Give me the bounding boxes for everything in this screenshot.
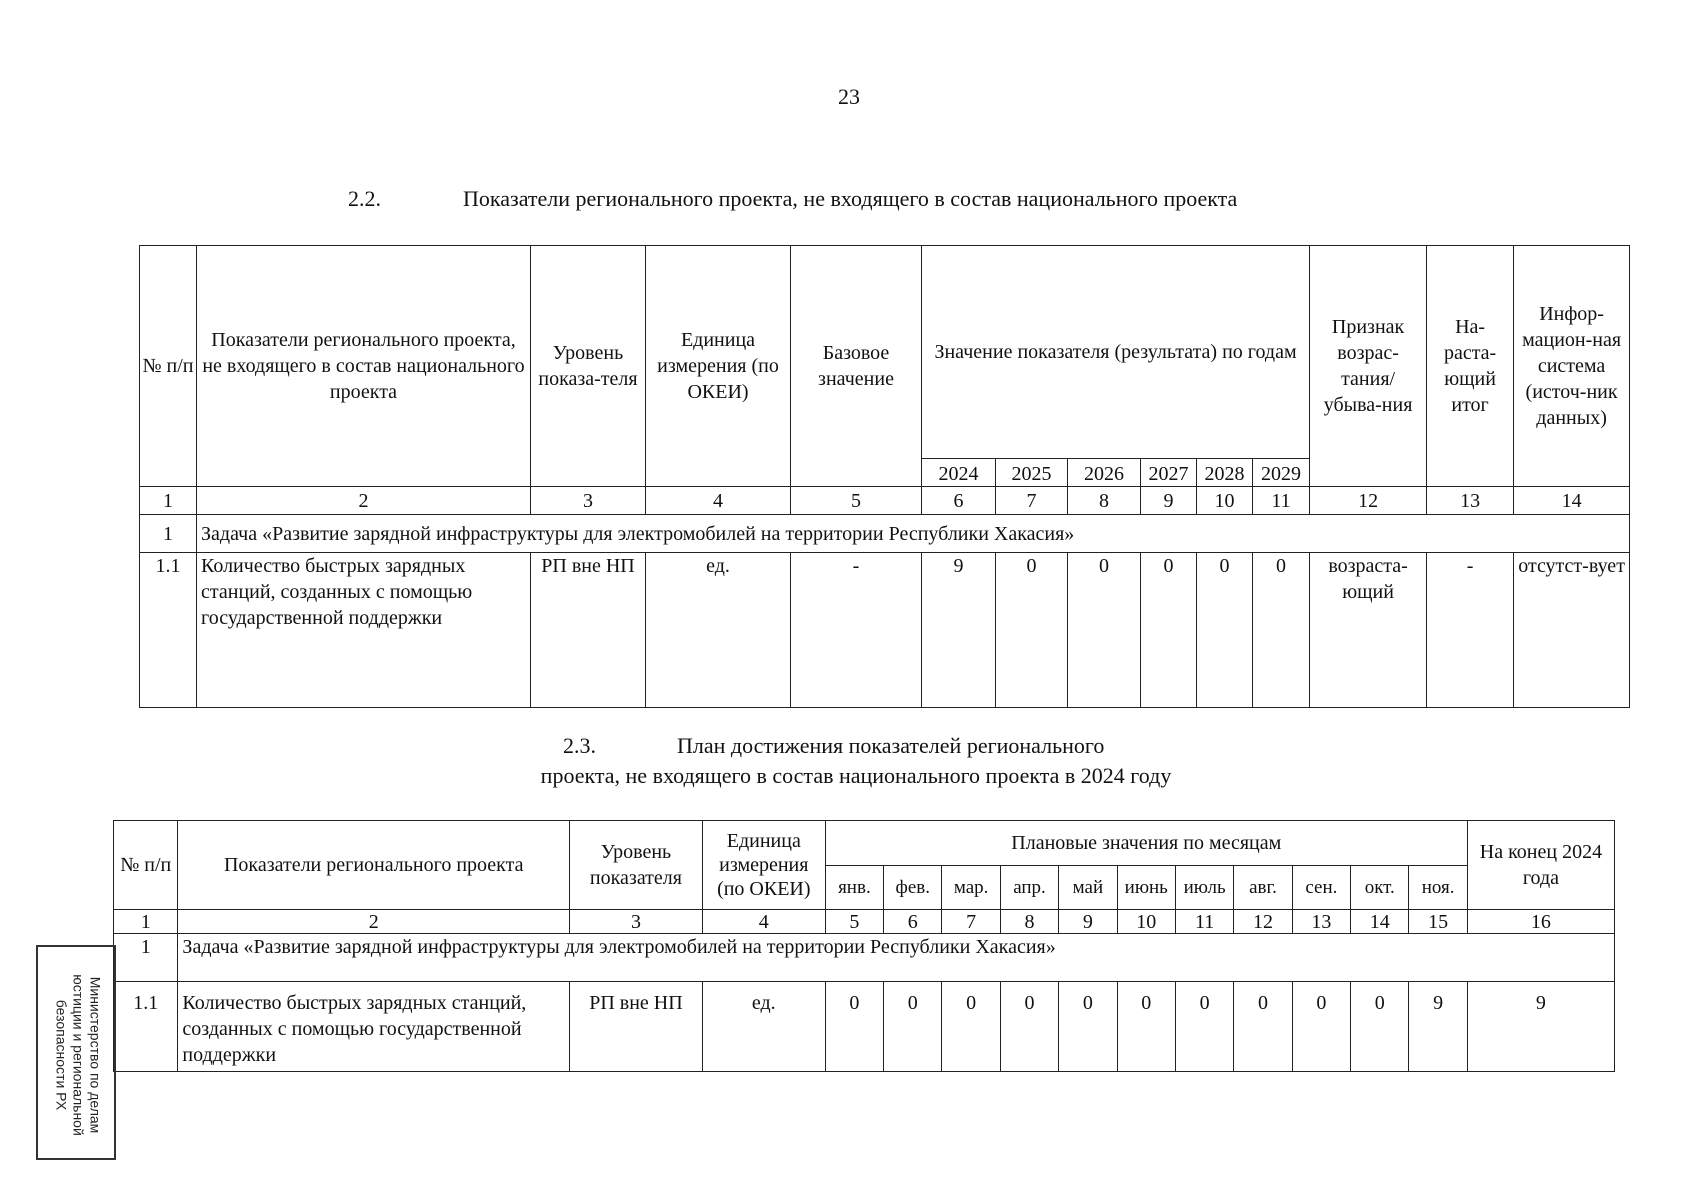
row-cumulative: -	[1427, 553, 1514, 708]
task-num: 1	[114, 934, 178, 982]
row-unit: ед.	[702, 982, 825, 1072]
header-num: № п/п	[140, 246, 197, 487]
month-cell: авг.	[1234, 866, 1292, 910]
row-indicator: Количество быстрых зарядных станций, созданных с помощью государственной поддержки	[197, 553, 531, 708]
section-2-2-number: 2.2.	[348, 186, 381, 211]
column-number: 7	[996, 487, 1068, 515]
year-value: 0	[1141, 553, 1197, 708]
section-2-2-title: Показатели регионального проекта, не входящего в состав национального проекта	[463, 186, 1238, 211]
column-number: 6	[884, 910, 942, 934]
month-value: 0	[1351, 982, 1409, 1072]
section-2-3-title-line2: проекта, не входящего в состав национального проекта в 2024 году	[540, 763, 1172, 788]
row-level: РП вне НП	[531, 553, 646, 708]
year-cell: 2027	[1141, 459, 1197, 487]
month-value: 0	[1234, 982, 1292, 1072]
header-sign: Признак возрас-тания/ убыва-ния	[1310, 246, 1427, 487]
month-value: 0	[1292, 982, 1350, 1072]
year-cell: 2028	[1197, 459, 1253, 487]
column-number: 8	[1000, 910, 1058, 934]
row-year-end: 9	[1467, 982, 1614, 1072]
month-value: 0	[942, 982, 1000, 1072]
header-num: № п/п	[114, 821, 178, 910]
month-cell: окт.	[1351, 866, 1409, 910]
year-cell: 2024	[922, 459, 996, 487]
column-number: 6	[922, 487, 996, 515]
year-value: 0	[1253, 553, 1310, 708]
task-title: Задача «Развитие зарядной инфраструктуры для электромобилей на территории Республики Хакасия»	[197, 515, 1630, 553]
column-number: 4	[702, 910, 825, 934]
column-number: 3	[531, 487, 646, 515]
header-level: Уровень показателя	[570, 821, 703, 910]
stamp-text	[53, 950, 104, 1160]
year-value: 0	[996, 553, 1068, 708]
month-cell: июнь	[1117, 866, 1175, 910]
row-indicator: Количество быстрых зарядных станций, созданных с помощью государственной поддержки	[178, 982, 570, 1072]
registration-stamp	[36, 945, 116, 1160]
stamp-line-1: Министерство по делам	[87, 976, 104, 1134]
column-number: 13	[1427, 487, 1514, 515]
column-number: 5	[825, 910, 883, 934]
row-base: -	[791, 553, 922, 708]
year-cell: 2029	[1253, 459, 1310, 487]
month-value: 9	[1409, 982, 1467, 1072]
year-value: 0	[1068, 553, 1141, 708]
month-value: 0	[1000, 982, 1058, 1072]
month-value: 0	[884, 982, 942, 1072]
year-cell: 2026	[1068, 459, 1141, 487]
month-value: 0	[1175, 982, 1233, 1072]
column-number: 1	[114, 910, 178, 934]
month-cell: фев.	[884, 866, 942, 910]
row-num: 1.1	[114, 982, 178, 1072]
header-unit: Единица измерения (по ОКЕИ)	[646, 246, 791, 487]
year-cell: 2025	[996, 459, 1068, 487]
header-info-system: Инфор-мацион-ная система (источ-ник данных)	[1514, 246, 1630, 487]
month-cell: янв.	[825, 866, 883, 910]
column-number: 5	[791, 487, 922, 515]
header-indicators: Показатели регионального проекта, не входящего в состав национального проекта	[197, 246, 531, 487]
header-monthly: Плановые значения по месяцам	[825, 821, 1467, 866]
month-value: 0	[825, 982, 883, 1072]
column-number: 2	[197, 487, 531, 515]
month-cell: май	[1059, 866, 1117, 910]
column-number: 9	[1141, 487, 1197, 515]
monthly-plan-table	[113, 820, 1615, 1072]
indicators-table	[139, 245, 1630, 708]
header-values-by-year: Значение показателя (результата) по годам	[922, 246, 1310, 459]
column-number: 7	[942, 910, 1000, 934]
month-cell: июль	[1175, 866, 1233, 910]
task-num: 1	[140, 515, 197, 553]
month-cell: апр.	[1000, 866, 1058, 910]
row-level: РП вне НП	[570, 982, 703, 1072]
column-number: 14	[1351, 910, 1409, 934]
column-number: 15	[1409, 910, 1467, 934]
column-number: 2	[178, 910, 570, 934]
row-info-system: отсутст-вует	[1514, 553, 1630, 708]
header-year-end: На конец 2024 года	[1467, 821, 1614, 910]
header-base: Базовое значение	[791, 246, 922, 487]
header-indicators: Показатели регионального проекта	[178, 821, 570, 910]
column-number: 12	[1234, 910, 1292, 934]
stamp-line-2: юстиции и региональной	[70, 974, 87, 1136]
column-number: 1	[140, 487, 197, 515]
column-number: 8	[1068, 487, 1141, 515]
month-value: 0	[1117, 982, 1175, 1072]
column-number: 11	[1253, 487, 1310, 515]
task-title: Задача «Развитие зарядной инфраструктуры для электромобилей на территории Республики Хакасия»	[178, 934, 1615, 982]
column-number: 14	[1514, 487, 1630, 515]
column-number: 11	[1175, 910, 1233, 934]
month-cell: сен.	[1292, 866, 1350, 910]
column-number: 16	[1467, 910, 1614, 934]
column-number: 10	[1197, 487, 1253, 515]
month-value: 0	[1059, 982, 1117, 1072]
column-number: 10	[1117, 910, 1175, 934]
row-sign: возраста-ющий	[1310, 553, 1427, 708]
column-number: 4	[646, 487, 791, 515]
year-value: 9	[922, 553, 996, 708]
header-unit: Единица измерения (по ОКЕИ)	[702, 821, 825, 910]
page-number: 23	[838, 84, 860, 109]
header-level: Уровень показа-теля	[531, 246, 646, 487]
row-num: 1.1	[140, 553, 197, 708]
section-2-3-number: 2.3.	[563, 733, 596, 758]
column-number: 3	[570, 910, 703, 934]
column-number: 13	[1292, 910, 1350, 934]
row-unit: ед.	[646, 553, 791, 708]
header-cumulative: На-раста-ющий итог	[1427, 246, 1514, 487]
month-cell: ноя.	[1409, 866, 1467, 910]
year-value: 0	[1197, 553, 1253, 708]
month-cell: мар.	[942, 866, 1000, 910]
column-number: 12	[1310, 487, 1427, 515]
stamp-line-3: безопасности РХ	[53, 999, 70, 1111]
section-2-3-title-line1: План достижения показателей регионального	[677, 733, 1105, 758]
column-number: 9	[1059, 910, 1117, 934]
